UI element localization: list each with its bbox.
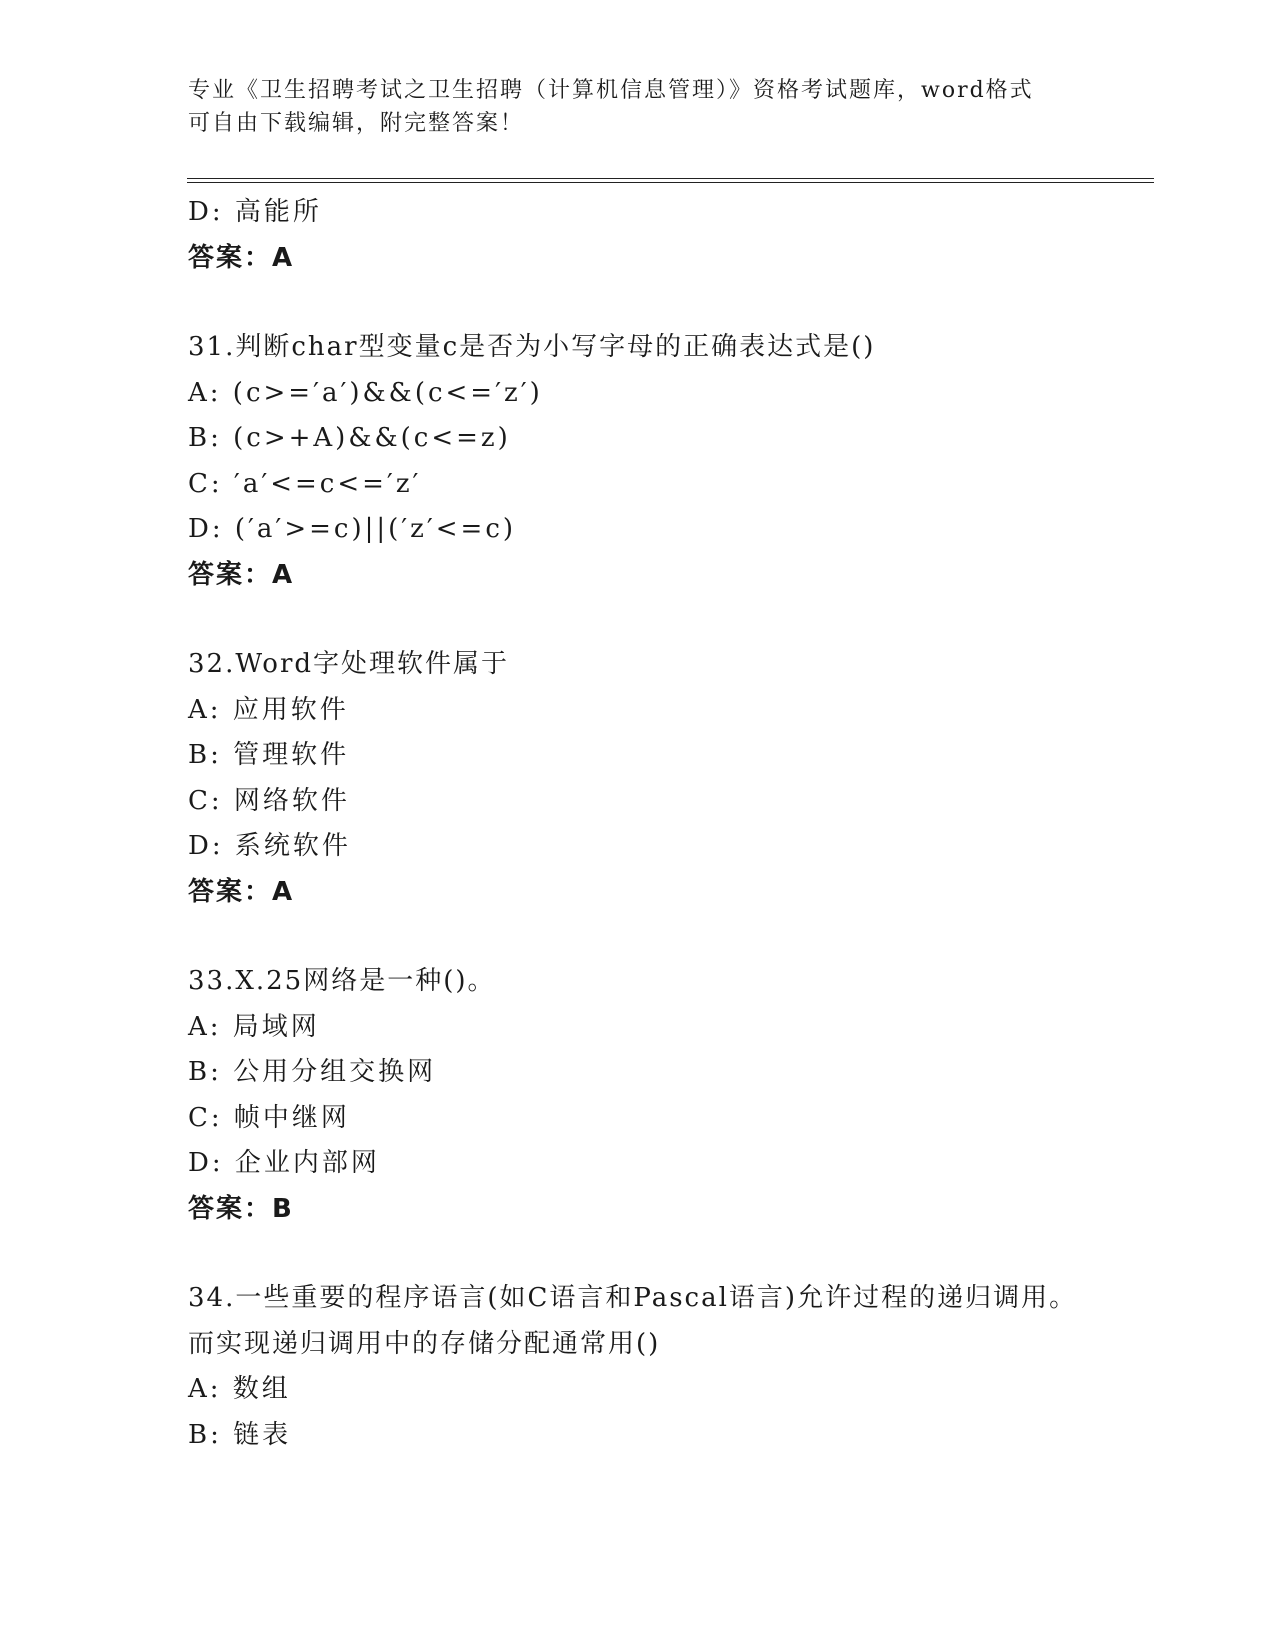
header-line-2: 可自由下载编辑，附完整答案！ [188, 111, 525, 136]
answer-line: 答案：B [188, 1193, 294, 1224]
option-a: A: 局域网 [188, 1011, 320, 1042]
option-b: B: 管理软件 [188, 740, 350, 770]
option-b: B: 公用分组交换网 [188, 1057, 437, 1087]
question-list [188, 190, 1088, 1458]
question-stem: 33.X.25网络是一种()。 [188, 966, 496, 996]
header-line-1: 专业《卫生招聘考试之卫生招聘（计算机信息管理）》资格考试题库，word格式 [188, 78, 1034, 103]
option-d: D: 高能所 [188, 197, 322, 227]
answer-line: 答案：A [188, 242, 295, 273]
answer-line: 答案：A [188, 559, 295, 590]
question-stem: 34.一些重要的程序语言(如C语言和Pascal语言)允许过程的递归调用。而实现递归调用中的存储分配通常用() [188, 1283, 1078, 1359]
option-a: A: (c>=′a′)&&(c<=′z′) [188, 377, 543, 408]
option-b: B: (c>+A)&&(c<=z) [188, 423, 511, 453]
option-a: A: 应用软件 [188, 694, 349, 725]
option-d: D: 企业内部网 [188, 1148, 380, 1178]
option-c: C: 网络软件 [188, 785, 350, 816]
question-stem: 32.Word字处理软件属于 [188, 649, 510, 679]
document-header [188, 74, 1088, 140]
option-c: C: ′a′<=c<=′z′ [188, 468, 422, 499]
option-b: B: 链表 [188, 1419, 292, 1450]
answer-line: 答案：A [188, 876, 295, 907]
option-d: D: 系统软件 [188, 831, 351, 861]
option-a: A: 数组 [188, 1374, 291, 1404]
option-c: C: 帧中继网 [188, 1102, 350, 1133]
question-stem: 31.判断char型变量c是否为小写字母的正确表达式是() [188, 332, 876, 362]
option-d: D: (′a′>=c)||(′z′<=c) [188, 514, 517, 544]
header-divider [187, 178, 1154, 183]
